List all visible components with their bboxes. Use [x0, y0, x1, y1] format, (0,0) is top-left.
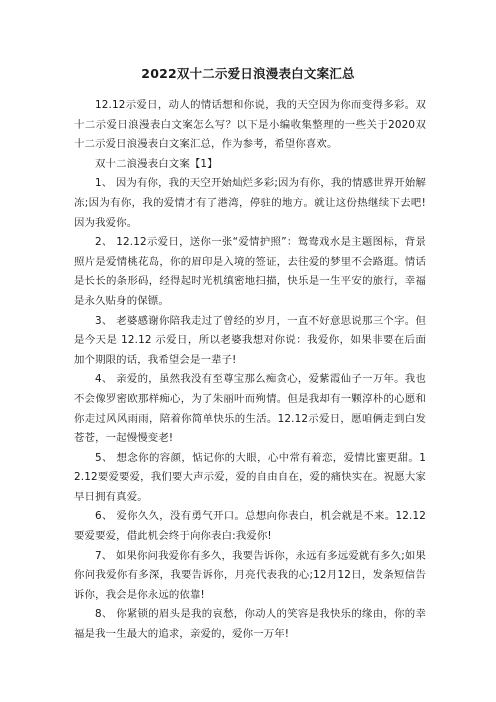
intro-paragraph: 12.12示爱日，动人的情话想和你说，我的天空因为你而变得多彩。双十二示爱日浪漫表白文案怎么写？以下是小编收集整理的一些关于2020双十二示爱日浪漫表白文案汇总，作为参考，希望你喜欢。 [74, 99, 426, 151]
document-body [74, 96, 426, 645]
list-item: 5、 想念你的容颜，惦记你的大眼，心中常有着恋，爱情比蜜更甜。12.12要爱要爱，我们要大声示爱，爱的自由自在，爱的痛快实在。祝愿大家早日拥有真爱。 [74, 451, 426, 503]
section-heading: 双十二浪漫表白文案【1】 [95, 157, 218, 170]
list-item: 7、 如果你问我爱你有多久，我要告诉你，永远有多远爱就有多久;如果你问我爱你有多深，我要告诉你，月亮代表我的心;12月12日，发条短信告诉你，我会是你永远的依靠! [74, 549, 426, 601]
list-item: 2、 12.12示爱日，送你一张“爱情护照”：鸳鸯戏水是主题图标，背景照片是爱情桃花岛，你的眉印是入境的签证，去往爱的梦里不会路逛。情话是长长的条形码，经得起时光机缜密地扫描，快乐是一生平安的旅行，幸福是永久贴身的保镖。 [74, 236, 426, 307]
list-item: 6、 爱你久久，没有勇气开口。总想向你表白，机会就是不来。12.12要爱要爱，借此机会终于向你表白:我爱你! [74, 510, 426, 543]
list-item: 1、 因为有你，我的天空开始灿烂多彩;因为有你，我的情感世界开始解冻;因为有你，我的爱情才有了港湾，停驻的地方。就让这份热继续下去吧!因为我爱你。 [74, 177, 426, 229]
list-item: 8、 你紧锁的眉头是我的哀愁，你动人的笑容是我快乐的缘由，你的幸福是我一生最大的追求，亲爱的，爱你一万年! [74, 608, 426, 641]
list-item: 4、 亲爱的，虽然我没有至尊宝那么痴贪心，爱紫霞仙子一万年。我也不会像罗密欧那样痴心，为了朱丽叶而殉情。但是我却有一颗淳朴的心愿和你走过风风雨雨，陪着你简单快乐的生活。12.12示爱日，愿咱俩走到白发苍苍，一起慢慢变老! [74, 373, 426, 445]
document-title: 2022双十二示爱日浪漫表白文案汇总 [141, 66, 355, 81]
list-item: 3、 老婆感谢你陪我走过了曾经的岁月，一直不好意思说那三个字。但是今天是 12.12 示爱日，所以老婆我想对你说：我爱你，如果非要在后面加个期限的话，我希望会是一辈子! [74, 314, 426, 366]
